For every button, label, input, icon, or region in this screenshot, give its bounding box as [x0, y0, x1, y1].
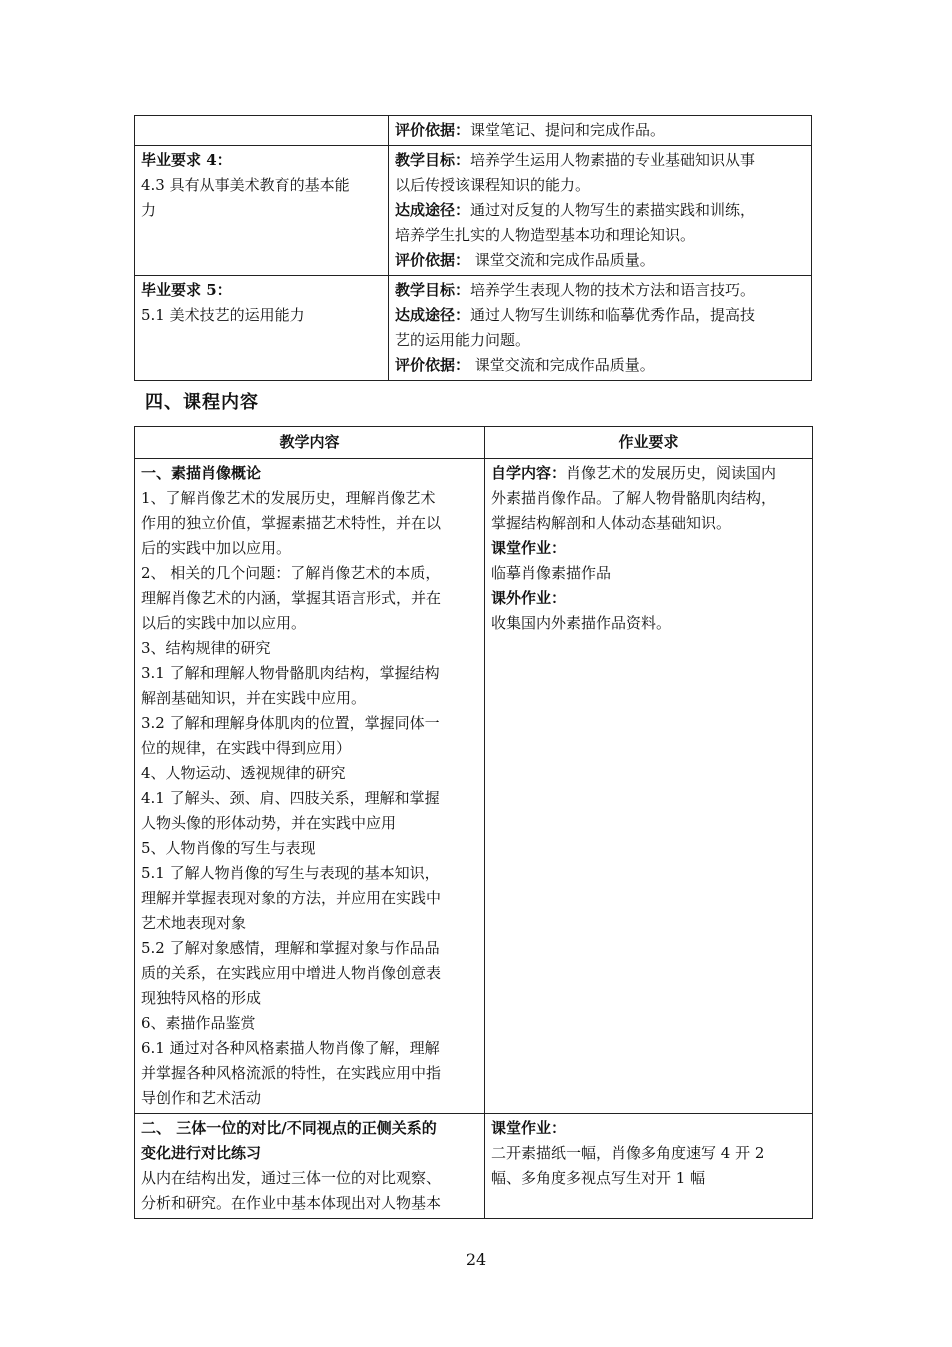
text-line: 5.1 美术技艺的运用能力	[141, 306, 305, 324]
text-line: 掌握结构解剖和人体动态基础知识。	[491, 514, 732, 532]
text-line: 艺的运用能力问题。	[395, 331, 531, 349]
requirement-title: 毕业要求 4：	[141, 151, 232, 169]
text-line: 作用的独立价值，掌握素描艺术特性，并在以	[141, 514, 442, 532]
text-line: 评价依据： 课堂交流和完成作品质量。	[395, 251, 655, 269]
assignment-cell	[485, 459, 813, 1114]
text-line: 解剖基础知识，并在实践中应用。	[141, 689, 367, 707]
assignment-cell	[485, 1114, 813, 1219]
content-heading: 二、 三体一位的对比/不同视点的正侧关系的	[141, 1119, 437, 1137]
text-line: 5、人物肖像的写生与表现	[141, 839, 316, 857]
text-line: 课堂作业：	[491, 1119, 567, 1137]
text-line: 课外作业：	[491, 589, 567, 607]
requirement-cell	[135, 146, 389, 276]
text-line: 达成途径：通过人物写生训练和临摹优秀作品，提高技	[395, 306, 756, 324]
teaching-content-cell	[135, 1114, 485, 1219]
text-line: 临摹肖像素描作品	[491, 564, 612, 582]
content-heading: 一、素描肖像概论	[141, 464, 262, 482]
page-number: 24	[465, 1250, 487, 1269]
table-row	[135, 459, 813, 1114]
text-line: 导创作和艺术活动	[141, 1089, 262, 1107]
text-line: 幅、多角度多视点写生对开 1 幅	[491, 1169, 706, 1187]
table-row	[135, 1114, 813, 1219]
teaching-content-cell	[135, 459, 485, 1114]
text-line: 理解肖像艺术的内涵，掌握其语言形式，并在	[141, 589, 442, 607]
text-line: 1、了解肖像艺术的发展历史，理解肖像艺术	[141, 489, 436, 507]
table-row	[135, 116, 812, 146]
graduation-requirements-table	[134, 115, 812, 381]
text-line: 6、素描作品鉴赏	[141, 1014, 256, 1032]
table-row	[135, 276, 812, 381]
text-line: 现独特风格的形成	[141, 989, 262, 1007]
text-line: 并掌握各种风格流派的特性，在实践应用中指	[141, 1064, 442, 1082]
text-line: 4.3 具有从事美术教育的基本能	[141, 176, 350, 194]
objective-cell	[389, 116, 812, 146]
text-line: 自学内容：肖像艺术的发展历史，阅读国内	[491, 464, 777, 482]
objective-cell	[389, 276, 812, 381]
text-line: 分析和研究。在作业中基本体现出对人物基本	[141, 1194, 442, 1212]
text-line: 5.2 了解对象感情，理解和掌握对象与作品品	[141, 939, 440, 957]
text-line: 教学目标：培养学生运用人物素描的专业基础知识从事	[395, 151, 756, 169]
text-line: 3.1 了解和理解人物骨骼肌肉结构，掌握结构	[141, 664, 440, 682]
text-line: 培养学生扎实的人物造型基本功和理论知识。	[395, 226, 696, 244]
table-row	[135, 146, 812, 276]
section-heading: 四、课程内容	[145, 392, 259, 413]
text-line: 质的关系，在实践应用中增进人物肖像创意表	[141, 964, 442, 982]
table-header-row	[135, 427, 813, 459]
text-line: 评价依据： 课堂交流和完成作品质量。	[395, 356, 655, 374]
text-line: 教学目标：培养学生表现人物的技术方法和语言技巧。	[395, 281, 756, 299]
course-content-table	[134, 426, 813, 1219]
text-line: 人物头像的形体动势，并在实践中应用	[141, 814, 397, 832]
content-heading: 变化进行对比练习	[141, 1144, 262, 1162]
requirement-title: 毕业要求 5：	[141, 281, 232, 299]
text-line: 艺术地表现对象	[141, 914, 247, 932]
text-line: 达成途径：通过对反复的人物写生的素描实践和训练，	[395, 201, 756, 219]
column-header-teaching-content: 教学内容	[135, 427, 485, 459]
requirement-cell	[135, 116, 389, 146]
requirement-cell	[135, 276, 389, 381]
text-line: 评价依据：课堂笔记、提问和完成作品。	[395, 121, 666, 139]
text-line: 4.1 了解头、颈、肩、四肢关系，理解和掌握	[141, 789, 440, 807]
text-line: 外素描肖像作品。了解人物骨骼肌肉结构，	[491, 489, 777, 507]
text-line: 2、 相关的几个问题：了解肖像艺术的本质，	[141, 564, 441, 582]
text-line: 5.1 了解人物肖像的写生与表现的基本知识，	[141, 864, 440, 882]
text-line: 课堂作业：	[491, 539, 567, 557]
column-header-assignment: 作业要求	[485, 427, 813, 459]
text-line: 3.2 了解和理解身体肌肉的位置，掌握同体一	[141, 714, 440, 732]
text-line: 从内在结构出发，通过三体一位的对比观察、	[141, 1169, 442, 1187]
text-line: 以后的实践中加以应用。	[141, 614, 307, 632]
text-line: 3、结构规律的研究	[141, 639, 271, 657]
text-line: 理解并掌握表现对象的方法，并应用在实践中	[141, 889, 442, 907]
text-line: 以后传授该课程知识的能力。	[395, 176, 591, 194]
objective-cell	[389, 146, 812, 276]
text-line: 力	[141, 201, 157, 219]
text-line: 二开素描纸一幅，肖像多角度速写 4 开 2	[491, 1144, 765, 1162]
text-line: 位的规律，在实践中得到应用）	[141, 739, 352, 757]
text-line: 收集国内外素描作品资料。	[491, 614, 672, 632]
text-line: 6.1 通过对各种风格素描人物肖像了解，理解	[141, 1039, 440, 1057]
text-line: 后的实践中加以应用。	[141, 539, 292, 557]
text-line: 4、人物运动、透视规律的研究	[141, 764, 346, 782]
